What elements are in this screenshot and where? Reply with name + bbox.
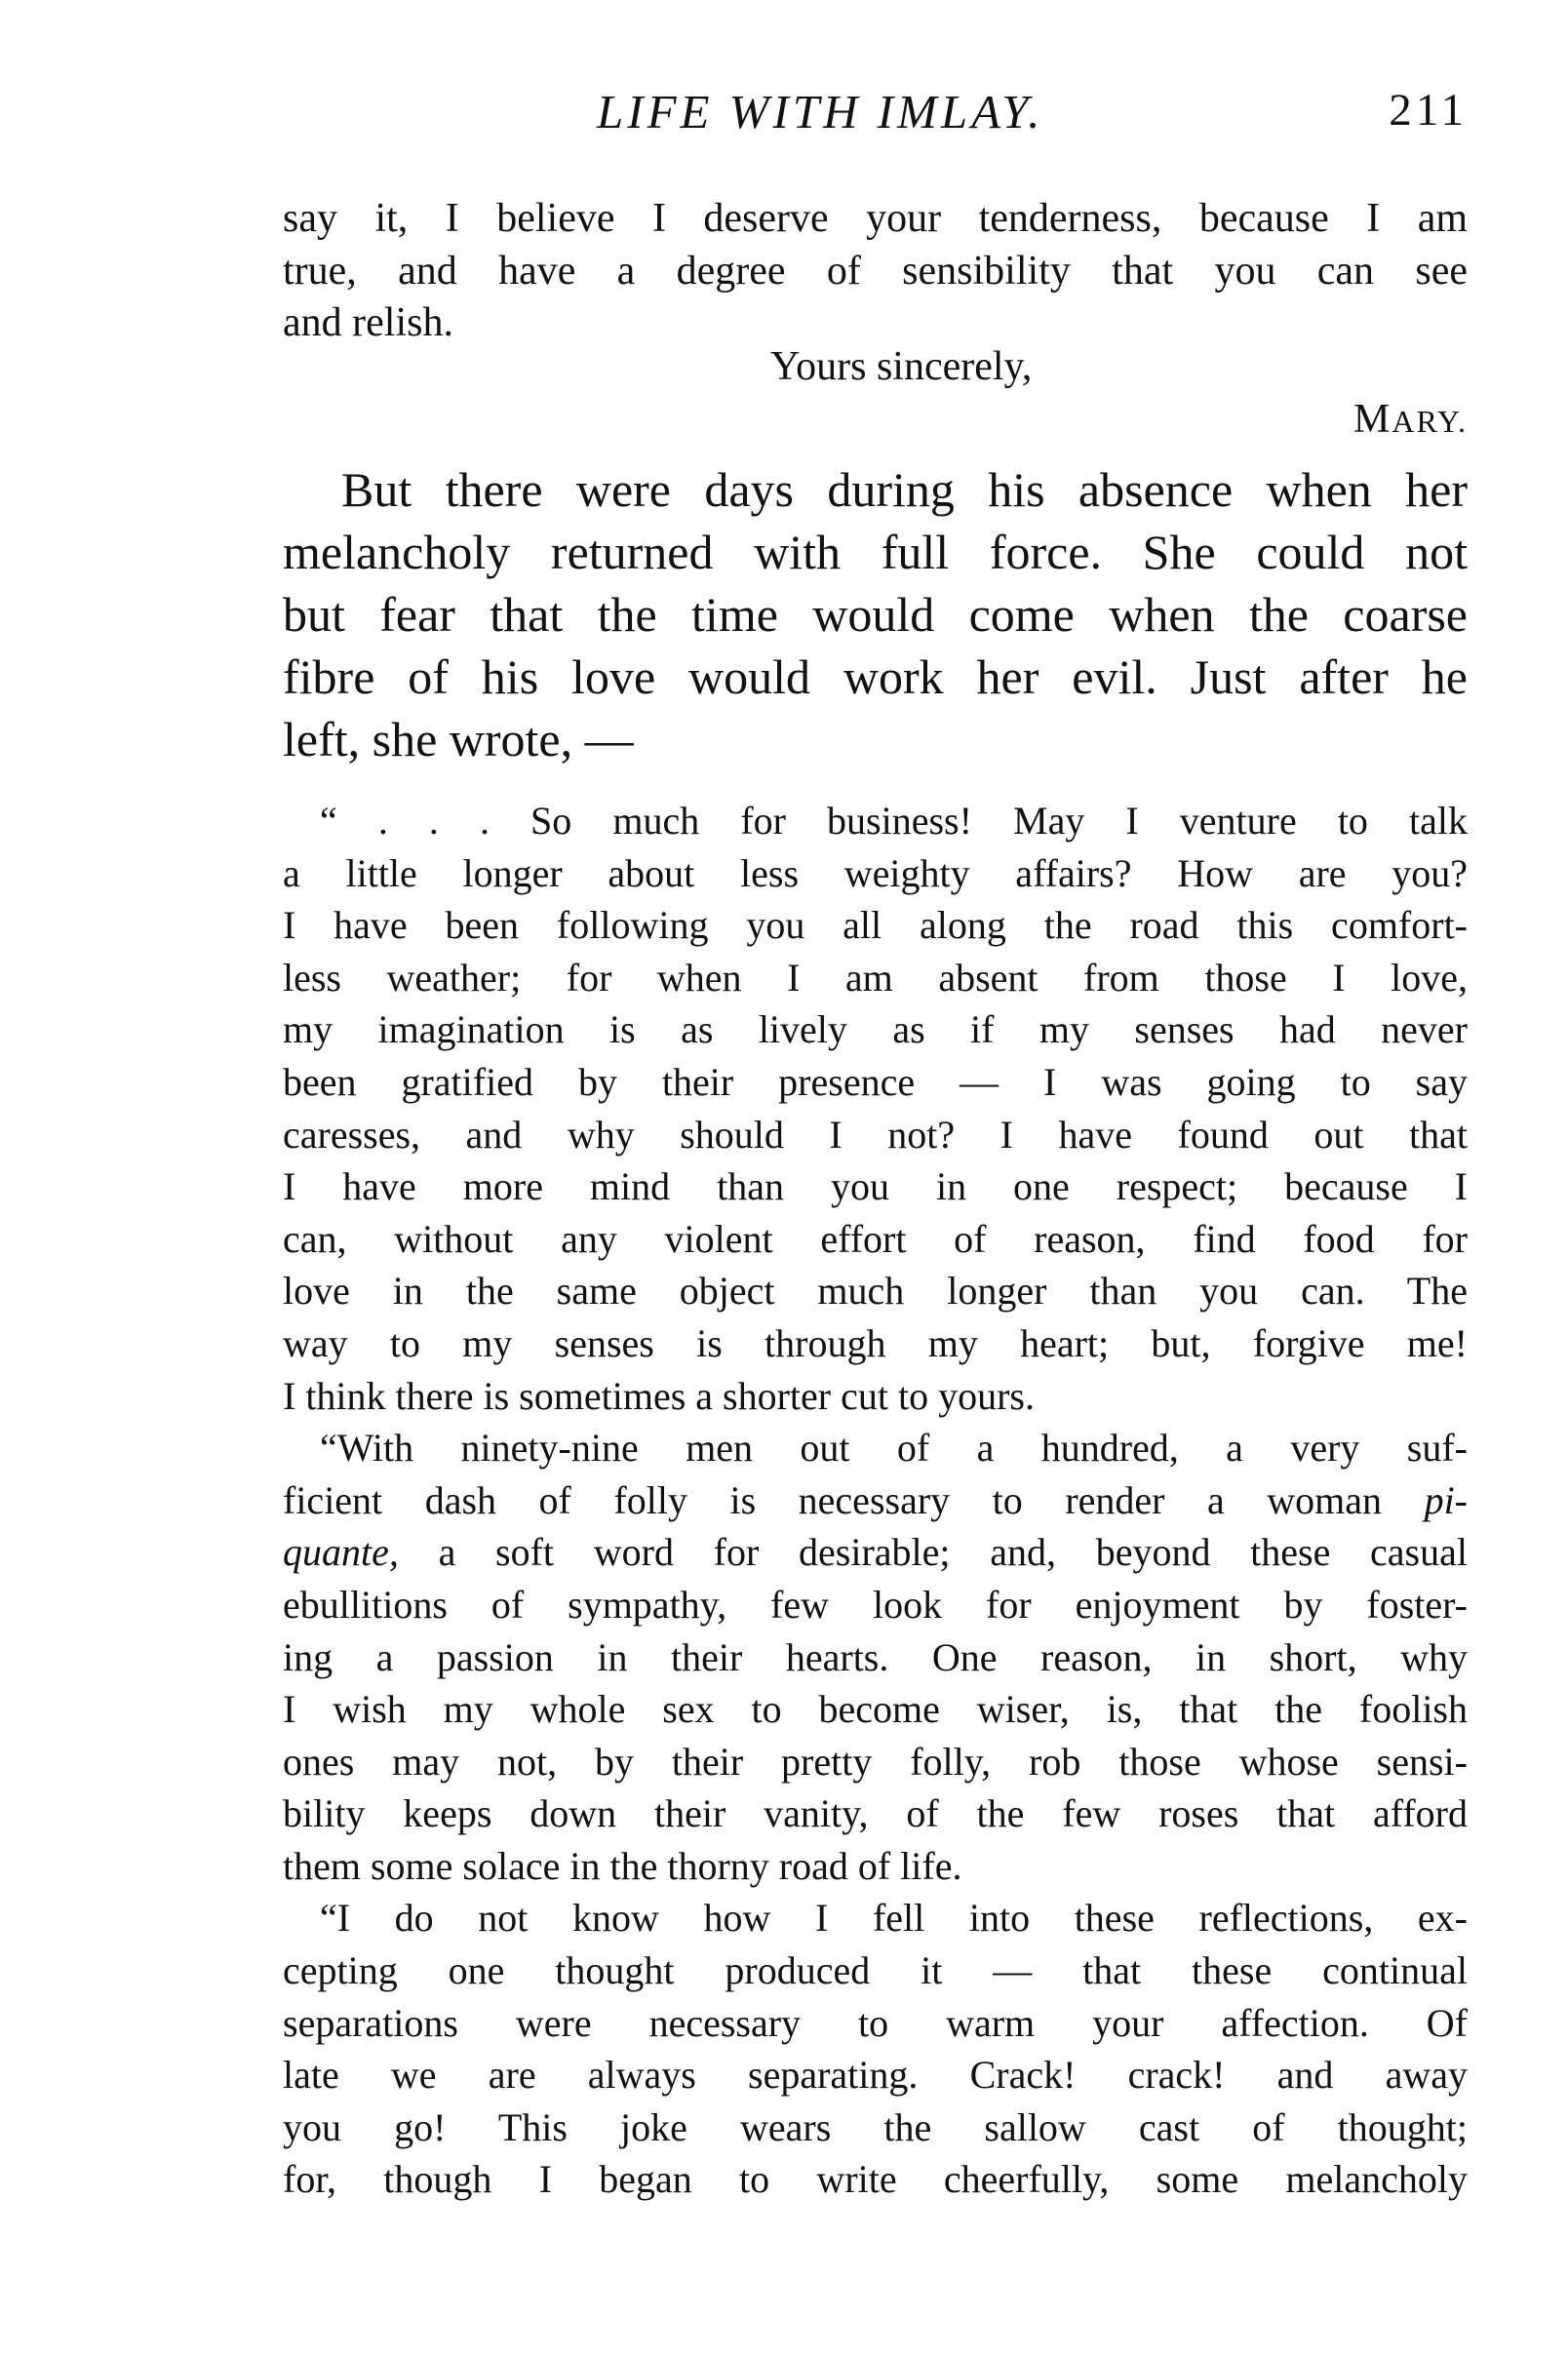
letter-continuation	[283, 193, 1468, 350]
quoted-letter	[283, 795, 1468, 2206]
text-line: you go! This joke wears the sallow cast of thought;	[283, 2104, 1468, 2149]
text-line: fibre of his love would work her evil. Just after he	[283, 649, 1468, 704]
text-line: “With ninety-nine men out of a hundred, a very suf-	[320, 1426, 1468, 1471]
text-line: bility keeps down their vanity, of the few roses that afford	[283, 1791, 1468, 1836]
text-line: I wish my whole sex to become wiser, is, that the foolish	[283, 1687, 1468, 1732]
text-run: ficient dash of folly is necessary to render a woman	[283, 1477, 1425, 1522]
text-line: I think there is sometimes a shorter cut to yours.	[283, 1373, 1035, 1418]
text-line: “I do not know how I fell into these reflections, ex-	[320, 1896, 1468, 1941]
text-line: late we are always separating. Crack! crack! and away	[283, 2053, 1468, 2098]
signature-initial: M	[1352, 396, 1392, 442]
text-line: caresses, and why should I not? I have found out that	[283, 1112, 1468, 1157]
letter-signoff	[283, 341, 1468, 446]
text-line: I have more mind than you in one respect; because I	[283, 1164, 1468, 1209]
text-line: ebullitions of sympathy, few look for enjoyment by foster-	[283, 1582, 1468, 1627]
narrative-paragraph	[283, 458, 1468, 770]
text-line: a little longer about less weighty affairs? How are you?	[283, 850, 1468, 895]
text-line: melancholy returned with full force. She could not	[283, 525, 1468, 579]
text-run: a soft word for desirable; and, beyond these casual	[398, 1530, 1468, 1575]
text-line: been gratified by their presence — I was going to say	[283, 1059, 1468, 1104]
text-line: ones may not, by their pretty folly, rob those whose sensi-	[283, 1739, 1468, 1784]
running-title: LIFE WITH IMLAY.	[597, 85, 1044, 138]
signature-rest: ARY.	[1392, 403, 1468, 439]
page-number: 211	[1389, 85, 1468, 136]
text-line: left, she wrote, —	[283, 712, 634, 766]
text-line: way to my senses is through my heart; but, forgive me!	[283, 1320, 1468, 1365]
text-line: true, and have a degree of sensibility that you can see	[283, 248, 1468, 294]
text-line: But there were days during his absence when her	[341, 462, 1468, 517]
text-line: but fear that the time would come when the coarse	[283, 587, 1468, 642]
text-line: cepting one thought produced it — that these continual	[283, 1948, 1468, 1993]
running-head	[283, 84, 1468, 142]
closing-line: Yours sincerely,	[770, 344, 1033, 389]
text-line: separations were necessary to warm your affection. Of	[283, 2000, 1468, 2045]
text-line: and relish.	[283, 300, 453, 345]
text-line: ing a passion in their hearts. One reason, in short, why	[283, 1634, 1468, 1679]
text-line: “ . . . So much for business! May I venture to talk	[320, 799, 1468, 843]
text-line	[283, 1526, 1468, 1579]
text-line: can, without any violent effort of reason, find food for	[283, 1216, 1468, 1261]
text-line: say it, I believe I deserve your tenderness, because I am	[283, 196, 1468, 241]
text-line: them some solace in the thorny road of life.	[283, 1843, 962, 1888]
italic-word: quante,	[283, 1530, 399, 1575]
text-line: I have been following you all along the road this comfort-	[283, 903, 1468, 948]
signature	[283, 394, 1468, 447]
italic-word: pi-	[1424, 1477, 1468, 1522]
text-line: my imagination is as lively as if my senses had never	[283, 1007, 1468, 1052]
text-line: love in the same object much longer than you can. The	[283, 1269, 1468, 1314]
text-line	[283, 1474, 1468, 1527]
text-line: less weather; for when I am absent from those I love,	[283, 955, 1468, 1000]
text-line: for, though I began to write cheerfully, some melancholy	[283, 2157, 1468, 2202]
